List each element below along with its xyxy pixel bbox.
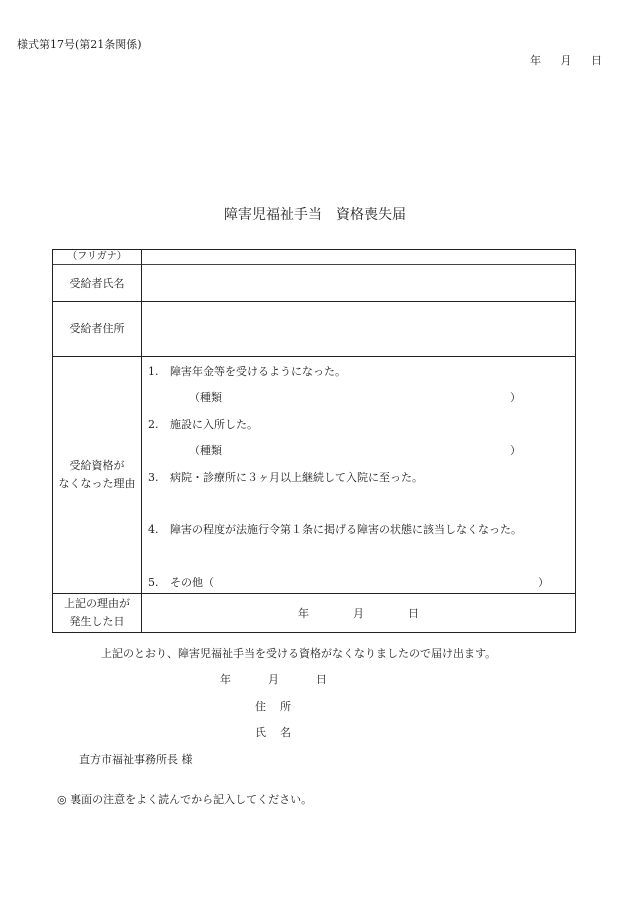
recipient-address-field[interactable] — [142, 302, 576, 357]
reason-label — [53, 357, 142, 594]
name-label-cell — [53, 250, 142, 302]
occurred-date-year: 年 — [298, 607, 309, 620]
reason-option-2[interactable]: 2. 施設に入所した。 — [148, 418, 258, 431]
occurred-date-label: 上記の理由が 発生した日 — [53, 594, 142, 633]
furigana-field[interactable] — [142, 250, 575, 265]
reason-option-3[interactable]: 3. 病院・診療所に３ヶ月以上継続して入院に至った。 — [148, 471, 423, 484]
declaration-text: 上記のとおり、障害児福祉手当を受ける資格がなくなりましたので届け出ます。 — [101, 647, 497, 660]
sign-date-day: 日 — [316, 673, 327, 686]
reason-1-type-field[interactable]: （種類 ） — [189, 391, 521, 404]
reason-option-4[interactable]: 4. 障害の程度が法施行令第１条に掲げる障害の状態に該当しなくなった。 — [148, 523, 522, 536]
sign-date-year: 年 — [220, 673, 231, 686]
recipient-name-field[interactable] — [142, 265, 575, 302]
occurred-date-month: 月 — [353, 607, 364, 620]
document-title: 障害児福祉手当 資格喪失届 — [224, 207, 406, 223]
reason-options-cell — [142, 357, 576, 594]
header-date — [514, 52, 602, 68]
recipient-address-label: 受給者住所 — [53, 302, 142, 357]
header-date-day: 日 — [591, 54, 602, 67]
signature-date[interactable] — [220, 671, 364, 687]
reason-label-line1: 受給資格が — [69, 459, 125, 472]
addressee: 直方市福祉事務所長 様 — [79, 753, 193, 766]
occurred-date-day: 日 — [408, 607, 419, 620]
notice-text: ◎ 裏面の注意をよく読んでから記入してください。 — [57, 793, 313, 806]
reason-2-type-field[interactable]: （種類 ） — [189, 444, 521, 457]
recipient-name-label: 受給者氏名 — [69, 277, 125, 290]
form-number: 様式第17号(第21条関係) — [17, 38, 142, 51]
name-value-cell[interactable] — [142, 250, 576, 302]
sign-date-month: 月 — [268, 673, 279, 686]
header-date-year: 年 — [530, 54, 541, 67]
form-table — [52, 249, 576, 633]
reason-option-5[interactable]: 5. その他（ ） — [148, 576, 549, 589]
header-date-month: 月 — [560, 54, 572, 67]
furigana-label: （フリガナ） — [53, 250, 141, 265]
applicant-address-label: 住所 — [255, 700, 305, 713]
occurred-date-field[interactable] — [142, 594, 576, 633]
reason-label-line2: なくなった理由 — [58, 477, 136, 490]
reason-option-1[interactable]: 1. 障害年金等を受けるようになった。 — [148, 365, 346, 378]
applicant-name-label: 氏名 — [255, 726, 305, 739]
